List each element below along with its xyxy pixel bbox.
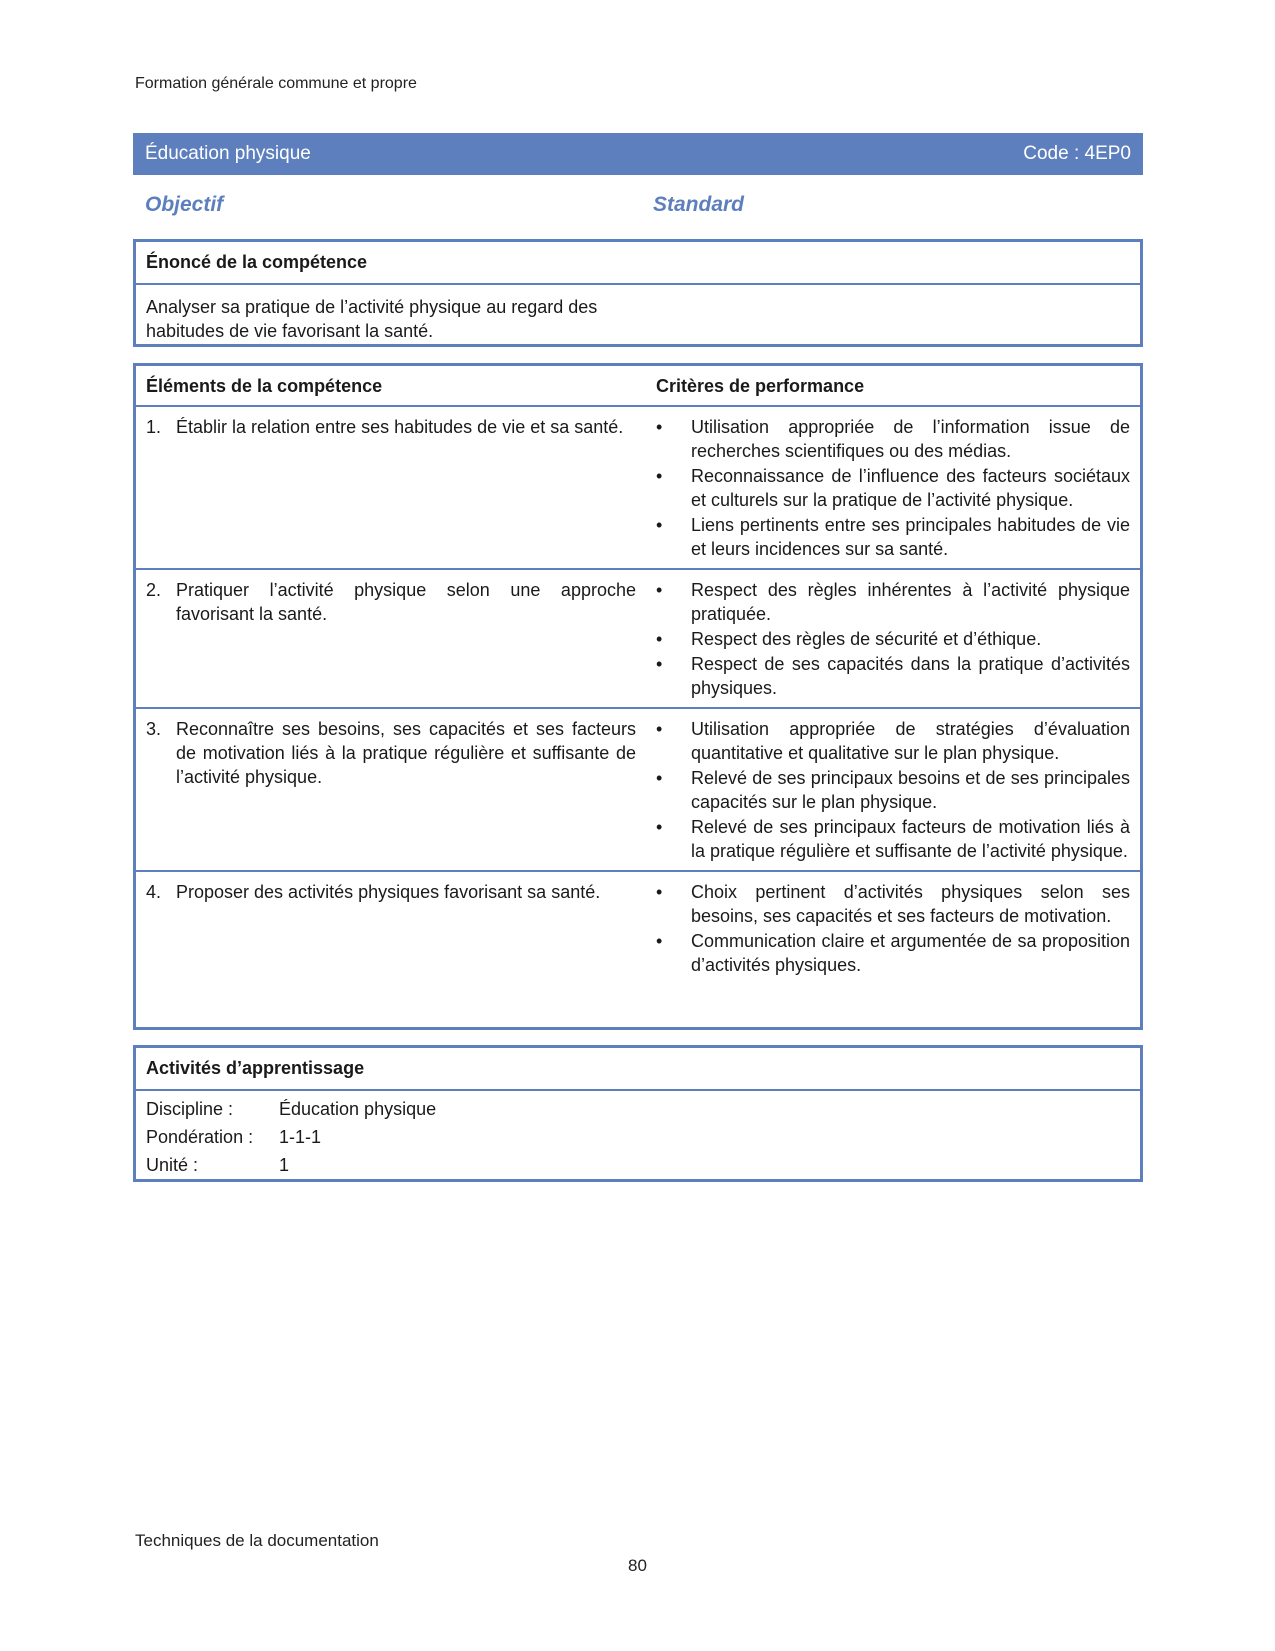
criterion-item (656, 717, 1130, 765)
criterion-item (656, 578, 1130, 626)
competence-row (136, 406, 1140, 569)
element-cell (136, 871, 646, 984)
element-cell (136, 406, 646, 569)
criterion-item (656, 815, 1130, 863)
competence-row (136, 708, 1140, 871)
activites-details (136, 1091, 1140, 1179)
criteria-list (656, 880, 1130, 977)
ponderation-value: 1-1-1 (279, 1127, 322, 1147)
bullet-icon: • (656, 768, 663, 788)
element-item (146, 415, 636, 439)
element-item (146, 717, 636, 789)
criterion-text: Relevé de ses principaux besoins et de ses principales capacités sur le plan physique. (691, 768, 1130, 812)
bullet-icon: • (656, 654, 663, 674)
objectif-label: Objectif (145, 193, 224, 216)
competence-row (136, 569, 1140, 708)
criterion-item (656, 880, 1130, 928)
bullet-icon: • (656, 719, 663, 739)
enonce-box (133, 239, 1143, 347)
criterion-item (656, 513, 1130, 561)
criterion-text: Reconnaissance de l’influence des facteurs sociétaux et culturels sur la pratique de l’activité physique. (691, 466, 1130, 510)
element-number: 4. (146, 882, 162, 902)
criterion-item (656, 929, 1130, 977)
element-number: 3. (146, 719, 162, 739)
criterion-text: Respect des règles de sécurité et d’éthique. (691, 629, 1042, 649)
elements-body (136, 406, 1140, 984)
footer-title: Techniques de la documentation (135, 1531, 379, 1550)
bullet-icon: • (656, 466, 663, 486)
unite-row (136, 1151, 1140, 1179)
ponderation-label: Pondération : (146, 1127, 254, 1147)
page-number: 80 (628, 1556, 647, 1575)
enonce-heading: Énoncé de la compétence (136, 242, 1140, 285)
element-text: Établir la relation entre ses habitudes de vie et sa santé. (176, 417, 624, 437)
discipline-label: Discipline : (146, 1099, 234, 1119)
criterion-item (656, 627, 1130, 651)
element-text: Reconnaître ses besoins, ses capacités et ses facteurs de motivation liés à la pratique régulière et suffisante de l’activité physique. (176, 719, 636, 787)
bullet-icon: • (656, 931, 663, 951)
unite-value: 1 (279, 1155, 290, 1175)
element-number: 1. (146, 417, 162, 437)
elements-table (136, 366, 1140, 984)
criteria-cell (646, 406, 1140, 569)
element-text: Pratiquer l’activité physique selon une approche favorisant la santé. (176, 580, 636, 624)
col-elements-header: Éléments de la compétence (136, 366, 646, 406)
elements-box (133, 363, 1143, 1030)
bullet-icon: • (656, 629, 663, 649)
col-criteres-header: Critères de performance (646, 366, 1140, 406)
competence-row (136, 871, 1140, 984)
course-code: Code : 4EP0 (1023, 143, 1131, 164)
bullet-icon: • (656, 515, 663, 535)
criterion-text: Relevé de ses principaux facteurs de motivation liés à la pratique régulière et suffisante de l’activité physique. (691, 817, 1130, 861)
element-item (146, 880, 636, 904)
bullet-icon: • (656, 817, 663, 837)
bullet-icon: • (656, 882, 663, 902)
criterion-text: Liens pertinents entre ses principales habitudes de vie et leurs incidences sur sa santé. (691, 515, 1130, 559)
criteria-list (656, 717, 1130, 863)
course-title-bar (133, 133, 1143, 175)
criteria-list (656, 415, 1130, 561)
discipline-row (136, 1095, 1140, 1123)
standard-label: Standard (653, 193, 745, 216)
element-text: Proposer des activités physiques favorisant sa santé. (176, 882, 601, 902)
element-cell (136, 569, 646, 708)
criterion-item (656, 766, 1130, 814)
discipline-value: Éducation physique (279, 1099, 437, 1119)
objective-standard-row (145, 193, 765, 217)
criteria-cell (646, 871, 1140, 984)
element-item (146, 578, 636, 626)
criterion-text: Utilisation appropriée de stratégies d’évaluation quantitative et qualitative sur le plan physique. (691, 719, 1130, 763)
running-header: Formation générale commune et propre (135, 75, 417, 92)
criterion-text: Communication claire et argumentée de sa proposition d’activités physiques. (691, 931, 1130, 975)
activites-box (133, 1045, 1143, 1182)
ponderation-row (136, 1123, 1140, 1151)
criterion-text: Respect de ses capacités dans la pratique d’activités physiques. (691, 654, 1130, 698)
bullet-icon: • (656, 580, 663, 600)
enonce-text: Analyser sa pratique de l’activité physique au regard des habitudes de vie favorisant la santé. (146, 297, 598, 341)
criterion-text: Choix pertinent d’activités physiques selon ses besoins, ses capacités et ses facteurs de motivation. (691, 882, 1130, 926)
criterion-item (656, 464, 1130, 512)
criterion-text: Utilisation appropriée de l’information issue de recherches scientifiques ou des médias. (691, 417, 1130, 461)
criteria-list (656, 578, 1130, 700)
course-subject: Éducation physique (145, 143, 311, 164)
criterion-item (656, 652, 1130, 700)
criteria-cell (646, 569, 1140, 708)
criteria-cell (646, 708, 1140, 871)
element-cell (136, 708, 646, 871)
unite-label: Unité : (146, 1155, 199, 1175)
criterion-text: Respect des règles inhérentes à l’activité physique pratiquée. (691, 580, 1130, 624)
bullet-icon: • (656, 417, 663, 437)
activites-heading: Activités d’apprentissage (136, 1048, 1140, 1091)
element-number: 2. (146, 580, 162, 600)
criterion-item (656, 415, 1130, 463)
